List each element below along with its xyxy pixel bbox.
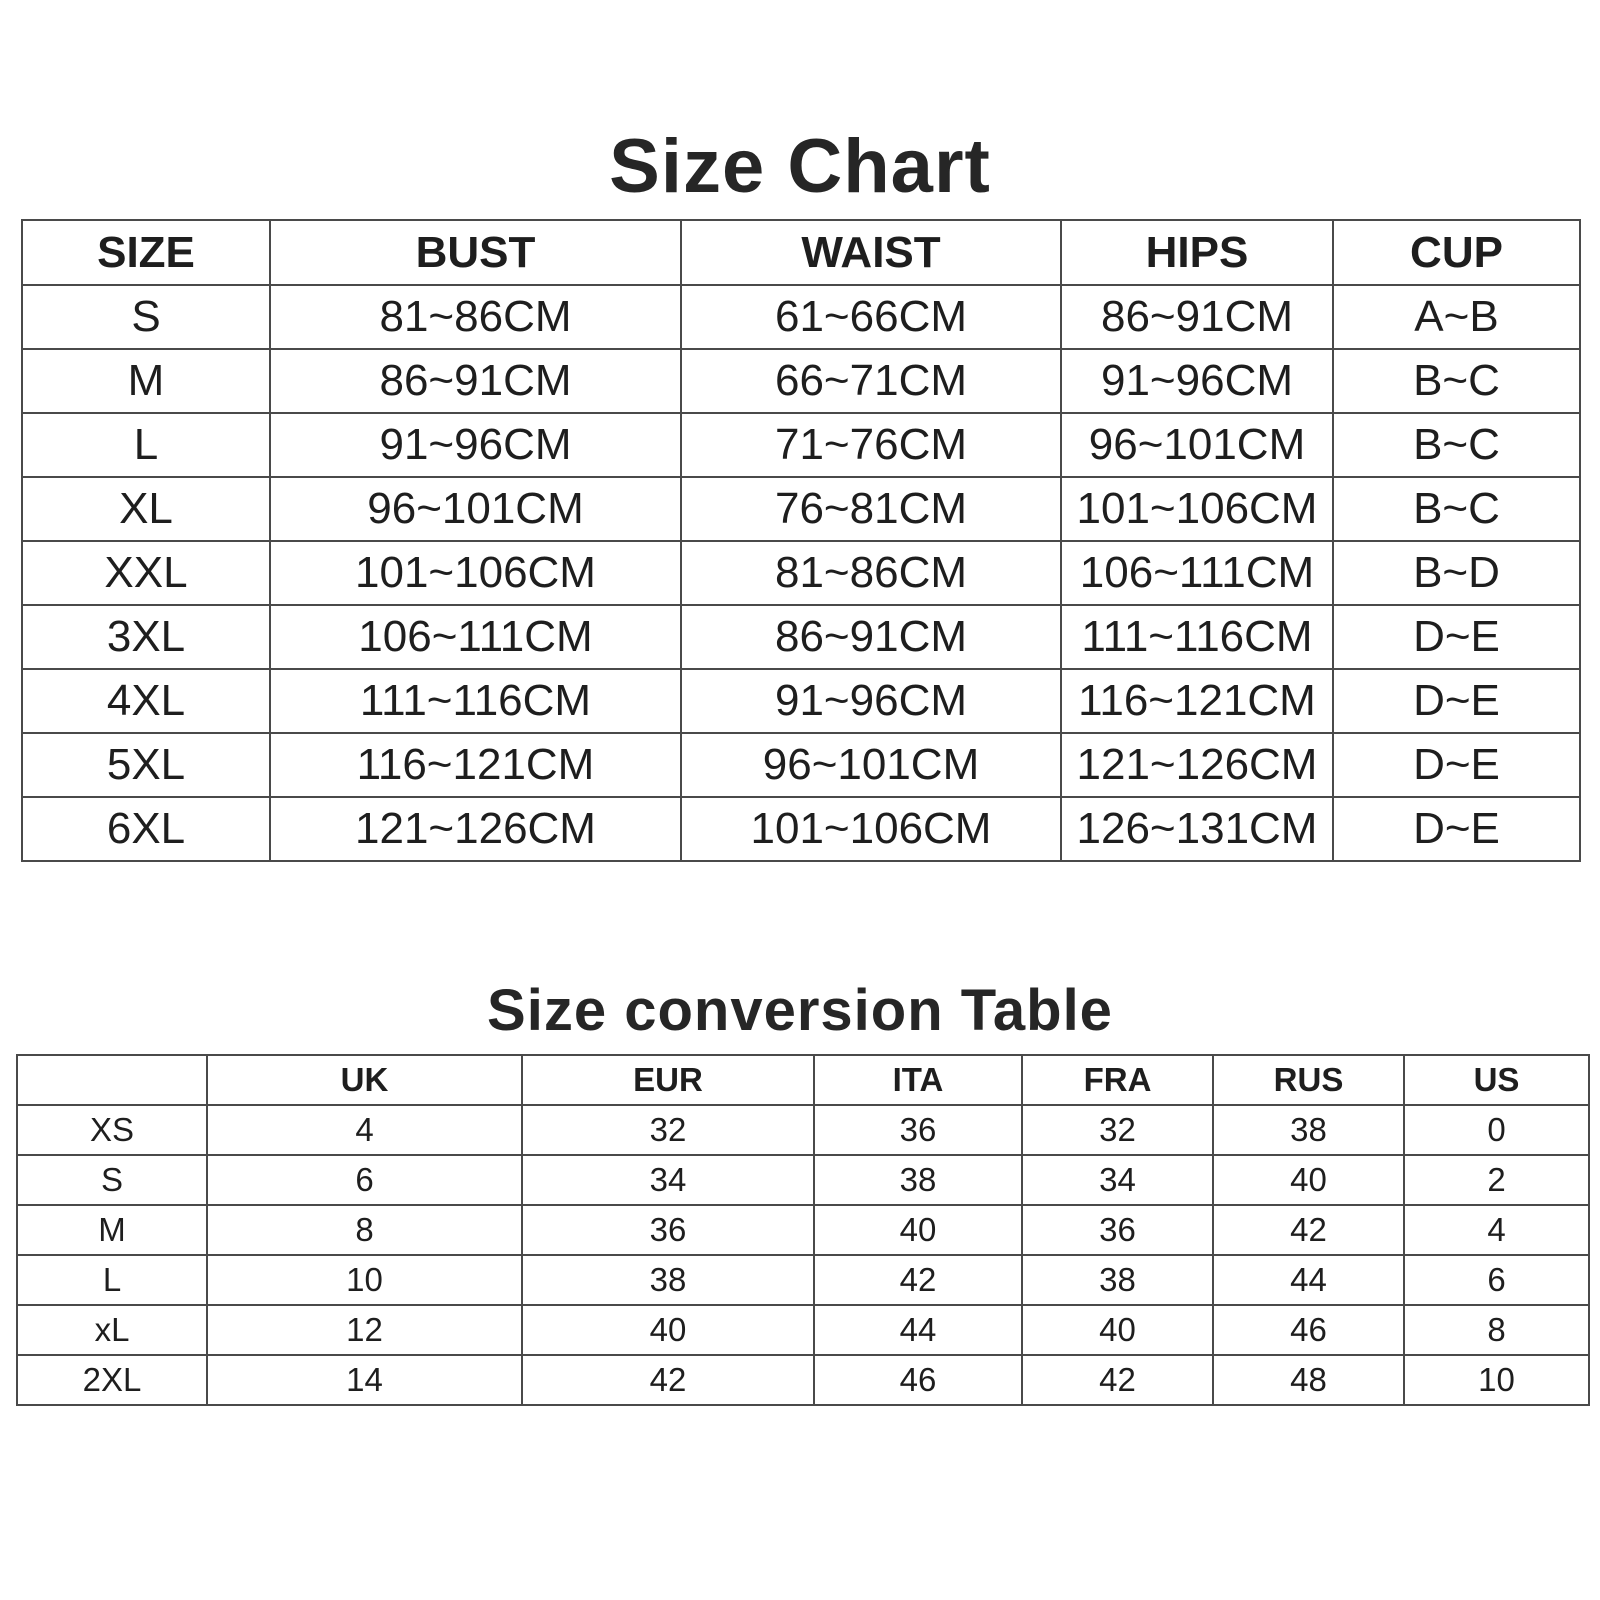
size-chart-cell: 111~116CM [270,669,681,733]
size-chart-cell: B~C [1333,477,1580,541]
table-row [22,669,1580,733]
size-chart-header-row [22,220,1580,285]
header-size: SIZE [22,220,270,285]
size-chart-cell: 96~101CM [681,733,1061,797]
table-row [22,477,1580,541]
size-chart-cell: 3XL [22,605,270,669]
size-chart-cell: B~C [1333,413,1580,477]
size-chart-cell: D~E [1333,605,1580,669]
conversion-cell: 32 [1022,1105,1213,1155]
conversion-cell: 40 [522,1305,814,1355]
conversion-cell: 36 [522,1205,814,1255]
conversion-cell: 46 [1213,1305,1404,1355]
table-row [22,349,1580,413]
conversion-cell: xL [17,1305,207,1355]
conversion-cell: 38 [814,1155,1022,1205]
size-chart-cell: XXL [22,541,270,605]
header-us: US [1404,1055,1589,1105]
conversion-cell: 42 [1022,1355,1213,1405]
conversion-cell: 8 [1404,1305,1589,1355]
size-chart-table [21,219,1581,862]
conversion-cell: 48 [1213,1355,1404,1405]
size-chart-cell: 61~66CM [681,285,1061,349]
size-conversion-table [16,1054,1590,1406]
size-chart-cell: 86~91CM [681,605,1061,669]
header-bust: BUST [270,220,681,285]
header-hips: HIPS [1061,220,1333,285]
table-row [22,541,1580,605]
size-chart-cell: 76~81CM [681,477,1061,541]
table-row [22,285,1580,349]
size-chart-cell: 4XL [22,669,270,733]
size-chart-cell: 126~131CM [1061,797,1333,861]
size-chart-cell: XL [22,477,270,541]
table-row [17,1255,1589,1305]
conversion-cell: 42 [522,1355,814,1405]
header-blank [17,1055,207,1105]
conversion-cell: 6 [1404,1255,1589,1305]
size-chart-cell: A~B [1333,285,1580,349]
size-chart-cell: B~C [1333,349,1580,413]
size-chart-cell: 86~91CM [1061,285,1333,349]
size-chart-cell: 91~96CM [1061,349,1333,413]
size-chart-cell: 121~126CM [270,797,681,861]
conversion-cell: XS [17,1105,207,1155]
table-row [17,1205,1589,1255]
conversion-cell: 8 [207,1205,522,1255]
header-rus: RUS [1213,1055,1404,1105]
table-row [22,605,1580,669]
conversion-cell: 6 [207,1155,522,1205]
size-chart-cell: B~D [1333,541,1580,605]
conversion-cell: L [17,1255,207,1305]
header-waist: WAIST [681,220,1061,285]
size-chart-cell: 101~106CM [1061,477,1333,541]
conversion-cell: 36 [1022,1205,1213,1255]
size-chart-cell: 121~126CM [1061,733,1333,797]
conversion-cell: 4 [1404,1205,1589,1255]
conversion-cell: 10 [207,1255,522,1305]
size-chart-cell: 6XL [22,797,270,861]
table-row [22,413,1580,477]
conversion-table-title: Size conversion Table [487,978,1113,1043]
conversion-cell: 42 [1213,1205,1404,1255]
conversion-cell: 2XL [17,1355,207,1405]
header-uk: UK [207,1055,522,1105]
size-chart-cell: 116~121CM [270,733,681,797]
conversion-cell: 14 [207,1355,522,1405]
size-chart-title: Size Chart [609,124,991,209]
size-chart-cell: D~E [1333,733,1580,797]
size-chart-cell: 106~111CM [1061,541,1333,605]
conversion-cell: 38 [1022,1255,1213,1305]
table-row [17,1305,1589,1355]
size-chart-cell: 5XL [22,733,270,797]
size-chart-cell: 86~91CM [270,349,681,413]
conversion-cell: 40 [1213,1155,1404,1205]
conversion-cell: 38 [522,1255,814,1305]
conversion-cell: 10 [1404,1355,1589,1405]
conversion-cell: 40 [1022,1305,1213,1355]
header-fra: FRA [1022,1055,1213,1105]
conversion-cell: S [17,1155,207,1205]
size-chart-cell: 101~106CM [270,541,681,605]
table-row [22,733,1580,797]
conversion-cell: 2 [1404,1155,1589,1205]
conversion-cell: 36 [814,1105,1022,1155]
size-chart-cell: M [22,349,270,413]
size-chart-cell: 96~101CM [270,477,681,541]
table-row [17,1105,1589,1155]
conversion-cell: 34 [1022,1155,1213,1205]
table-row [22,797,1580,861]
size-chart-cell: L [22,413,270,477]
header-eur: EUR [522,1055,814,1105]
size-chart-cell: 91~96CM [681,669,1061,733]
table-row [17,1355,1589,1405]
conversion-cell: M [17,1205,207,1255]
conversion-cell: 44 [1213,1255,1404,1305]
conversion-cell: 0 [1404,1105,1589,1155]
conversion-cell: 46 [814,1355,1022,1405]
size-chart-cell: 81~86CM [270,285,681,349]
size-chart-cell: 116~121CM [1061,669,1333,733]
conversion-cell: 34 [522,1155,814,1205]
size-chart-cell: 106~111CM [270,605,681,669]
size-chart-cell: 81~86CM [681,541,1061,605]
header-cup: CUP [1333,220,1580,285]
size-chart-cell: 111~116CM [1061,605,1333,669]
size-chart-cell: D~E [1333,797,1580,861]
size-chart-cell: S [22,285,270,349]
size-chart-cell: 71~76CM [681,413,1061,477]
size-chart-cell: D~E [1333,669,1580,733]
conversion-cell: 40 [814,1205,1022,1255]
conversion-cell: 42 [814,1255,1022,1305]
conversion-cell: 32 [522,1105,814,1155]
conversion-header-row [17,1055,1589,1105]
conversion-cell: 4 [207,1105,522,1155]
size-chart-cell: 96~101CM [1061,413,1333,477]
size-chart-cell: 91~96CM [270,413,681,477]
table-row [17,1155,1589,1205]
conversion-cell: 44 [814,1305,1022,1355]
conversion-cell: 12 [207,1305,522,1355]
header-ita: ITA [814,1055,1022,1105]
conversion-cell: 38 [1213,1105,1404,1155]
size-chart-cell: 101~106CM [681,797,1061,861]
size-chart-cell: 66~71CM [681,349,1061,413]
